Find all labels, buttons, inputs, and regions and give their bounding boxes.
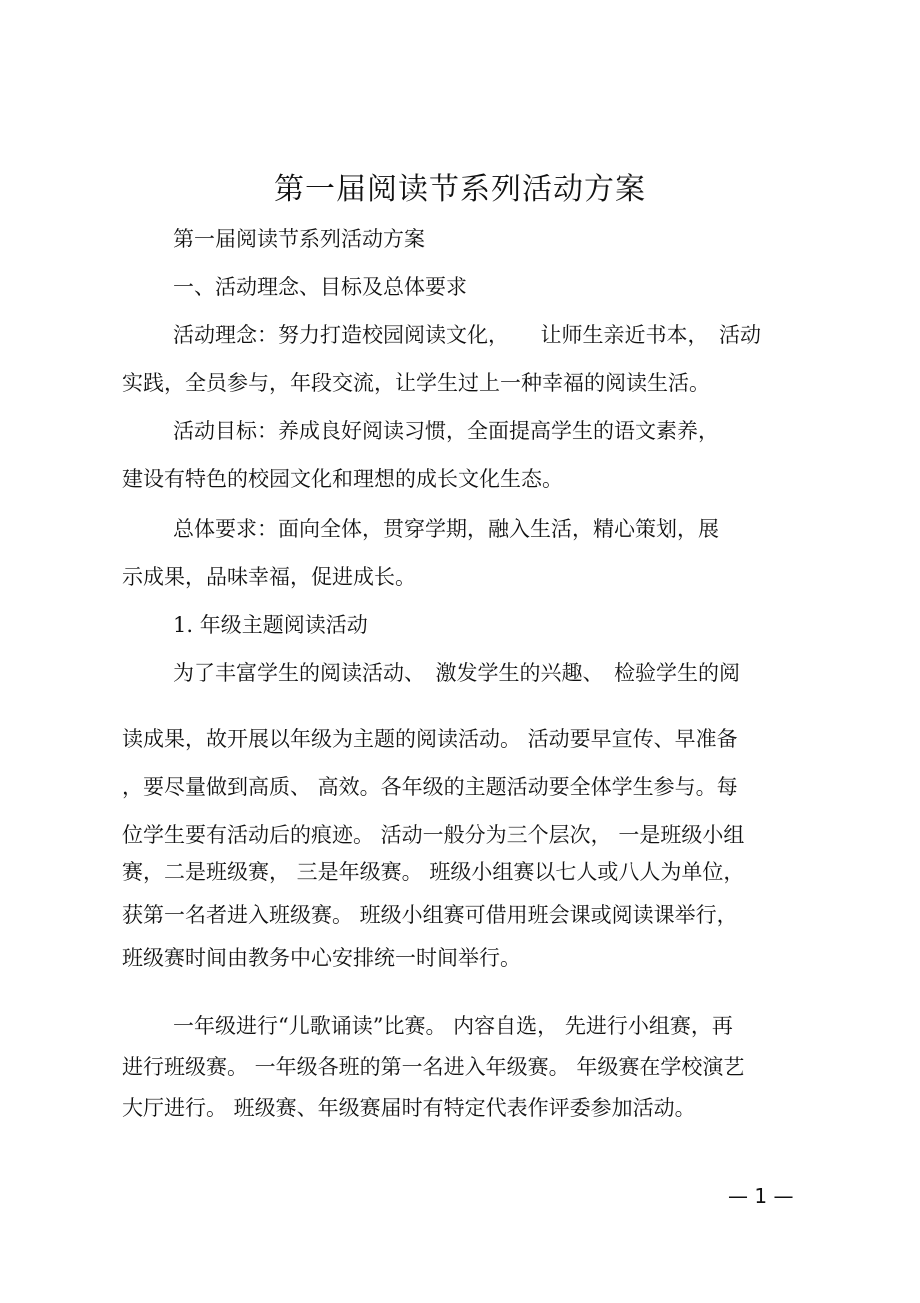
paragraph-line: 为了丰富学生的阅读活动、 激发学生的兴趣、 检验学生的阅 xyxy=(173,661,740,685)
paragraph-line: 班级赛时间由教务中心安排统一时间举行。 xyxy=(122,946,521,970)
paragraph-line: 一年级进行“儿歌诵读”比赛。 内容自选， 先进行小组赛，再 xyxy=(173,1014,733,1038)
paragraph-line: 进行班级赛。 一年级各班的第一名进入年级赛。 年级赛在学校演艺 xyxy=(122,1055,745,1079)
paragraph-line: 活动理念：努力打造校园阅读文化， 让师生亲近书本， 活动 xyxy=(173,323,761,347)
subsection-heading: 1. 年级主题阅读活动 xyxy=(173,613,368,637)
page-number: — 1 — xyxy=(728,1184,794,1208)
paragraph-line: 活动目标：养成良好阅读习惯，全面提高学生的语文素养， xyxy=(173,419,719,443)
paragraph-line: 获第一名者进入班级赛。 班级小组赛可借用班会课或阅读课举行， xyxy=(122,903,738,927)
paragraph-line: 示成果，品味幸福，促进成长。 xyxy=(122,565,416,589)
paragraph-line: 赛，二是班级赛， 三是年级赛。 班级小组赛以七人或八人为单位， xyxy=(122,860,745,884)
subtitle-line: 第一届阅读节系列活动方案 xyxy=(173,227,425,251)
paragraph-line: 实践，全员参与，年段交流，让学生过上一种幸福的阅读生活。 xyxy=(122,371,710,395)
paragraph-line: 读成果，故开展以年级为主题的阅读活动。 活动要早宣传、早准备 xyxy=(122,727,738,751)
paragraph-line: 总体要求：面向全体，贯穿学期，融入生活，精心策划，展 xyxy=(173,517,719,541)
section-heading: 一、活动理念、目标及总体要求 xyxy=(173,275,467,299)
paragraph-line: ，要尽量做到高质、 高效。各年级的主题活动要全体学生参与。每 xyxy=(122,775,738,799)
paragraph-line: 建设有特色的校园文化和理想的成长文化生态。 xyxy=(122,467,563,491)
paragraph-line: 大厅进行。 班级赛、年级赛届时有特定代表作评委参加活动。 xyxy=(122,1096,696,1120)
paragraph-line: 位学生要有活动后的痕迹。 活动一般分为三个层次， 一是班级小组 xyxy=(122,823,745,847)
document-title: 第一届阅读节系列活动方案 xyxy=(274,172,646,207)
